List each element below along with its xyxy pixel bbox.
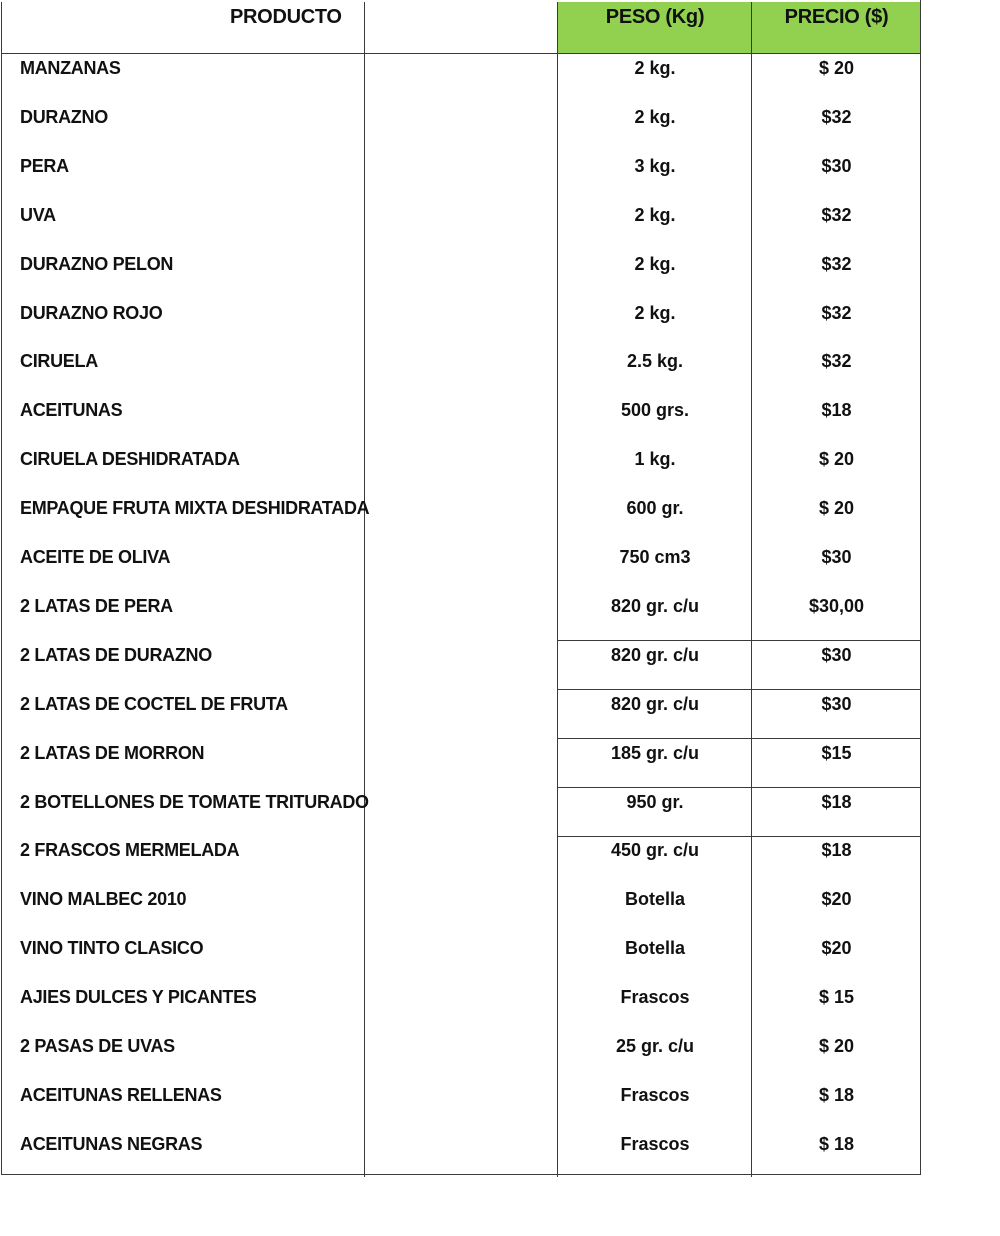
cell-producto: UVA	[20, 204, 56, 225]
table-row	[0, 1031, 921, 1080]
cell-peso: 600 gr.	[626, 498, 684, 519]
cell-precio: $32	[821, 106, 852, 127]
table-row	[0, 640, 921, 689]
cell-peso: 3 kg.	[634, 155, 676, 176]
table-row	[0, 249, 921, 298]
cell-peso: 2 kg.	[634, 106, 676, 127]
cell-precio: $32	[821, 253, 852, 274]
cell-precio: $30	[821, 644, 852, 665]
cell-precio: $15	[821, 742, 852, 763]
cell-producto: ACEITUNAS RELLENAS	[20, 1084, 222, 1105]
cell-peso: 450 gr. c/u	[610, 840, 700, 861]
table-row	[0, 53, 921, 102]
table-row	[0, 493, 921, 542]
header-peso: PESO (Kg)	[605, 6, 705, 28]
cell-peso: 500 grs.	[620, 400, 690, 421]
cell-producto: ACEITUNAS	[20, 400, 123, 421]
table-row	[0, 200, 921, 249]
cell-peso: 1 kg.	[634, 449, 676, 470]
table-row	[0, 982, 921, 1031]
table-row	[0, 444, 921, 493]
cell-peso: 2 kg.	[634, 58, 676, 78]
cell-producto: 2 LATAS DE DURAZNO	[20, 644, 212, 665]
cell-producto: CIRUELA DESHIDRATADA	[20, 449, 240, 470]
cell-peso: 2 kg.	[634, 253, 676, 274]
cell-producto: 2 PASAS DE UVAS	[20, 1036, 175, 1056]
cell-peso: 185 gr. c/u	[610, 742, 700, 763]
cell-producto: MANZANAS	[20, 58, 121, 78]
cell-peso: 750 cm3	[619, 547, 691, 567]
cell-precio: $ 20	[818, 449, 855, 470]
header-precio: PRECIO ($)	[784, 6, 889, 28]
table-row	[0, 151, 921, 200]
cell-peso: 25 gr. c/u	[615, 1036, 695, 1056]
table-row	[0, 835, 921, 884]
cell-precio: $ 20	[818, 498, 855, 519]
table-row	[0, 1129, 921, 1178]
table-row	[0, 933, 921, 982]
cell-precio: $ 20	[818, 58, 855, 78]
cell-producto: DURAZNO	[20, 106, 108, 127]
cell-peso: 2 kg.	[634, 302, 676, 323]
cell-producto: EMPAQUE FRUTA MIXTA DESHIDRATADA	[20, 498, 370, 519]
cell-peso: 820 gr. c/u	[610, 595, 700, 616]
header-producto: PRODUCTO	[230, 6, 342, 28]
table-row	[0, 346, 921, 395]
cell-producto: DURAZNO PELON	[20, 253, 174, 274]
cell-producto: ACEITUNAS NEGRAS	[20, 1133, 203, 1154]
cell-precio: $20	[821, 889, 852, 910]
cell-peso: 820 gr. c/u	[610, 644, 700, 665]
cell-precio: $18	[821, 840, 852, 861]
cell-producto: ACEITE DE OLIVA	[20, 547, 171, 567]
cell-producto: PERA	[20, 155, 69, 176]
cell-producto: 2 FRASCOS MERMELADA	[20, 840, 240, 861]
table-row	[0, 395, 921, 444]
cell-producto: 2 BOTELLONES DE TOMATE TRITURADO	[20, 791, 369, 812]
cell-precio: $32	[821, 302, 852, 323]
cell-peso: Frascos	[620, 1133, 690, 1154]
table-row	[0, 591, 921, 640]
cell-precio: $30	[821, 155, 852, 176]
cell-precio: $ 18	[818, 1084, 855, 1105]
table-row	[0, 1080, 921, 1129]
cell-peso: Botella	[624, 938, 685, 959]
table-row	[0, 102, 921, 151]
table-row	[0, 298, 921, 347]
table-row	[0, 884, 921, 933]
table-row	[0, 787, 921, 836]
cell-peso: 2.5 kg.	[626, 351, 684, 372]
cell-precio: $30,00	[808, 595, 865, 616]
table-row	[0, 738, 921, 787]
cell-producto: 2 LATAS DE COCTEL DE FRUTA	[20, 693, 288, 714]
cell-precio: $32	[821, 204, 852, 225]
cell-producto: AJIES DULCES Y PICANTES	[20, 987, 257, 1008]
cell-precio: $ 15	[818, 987, 855, 1008]
cell-precio: $ 18	[818, 1133, 855, 1154]
cell-precio: $32	[821, 351, 852, 372]
cell-producto: DURAZNO ROJO	[20, 302, 163, 323]
table-row	[0, 542, 921, 591]
cell-peso: 2 kg.	[634, 204, 676, 225]
cell-precio: $ 20	[818, 1036, 855, 1056]
cell-precio: $18	[821, 791, 852, 812]
cell-peso: Frascos	[620, 987, 690, 1008]
cell-precio: $18	[821, 400, 852, 421]
cell-precio: $30	[821, 693, 852, 714]
cell-peso: Frascos	[620, 1084, 690, 1105]
cell-producto: VINO TINTO CLASICO	[20, 938, 204, 959]
cell-producto: 2 LATAS DE MORRON	[20, 742, 205, 763]
cell-producto: VINO MALBEC 2010	[20, 889, 187, 910]
table-row	[0, 689, 921, 738]
cell-producto: 2 LATAS DE PERA	[20, 595, 173, 616]
cell-precio: $20	[821, 938, 852, 959]
cell-peso: 950 gr.	[626, 791, 684, 812]
cell-peso: Botella	[624, 889, 685, 910]
cell-precio: $30	[821, 547, 852, 567]
cell-peso: 820 gr. c/u	[610, 693, 700, 714]
cell-producto: CIRUELA	[20, 351, 98, 372]
